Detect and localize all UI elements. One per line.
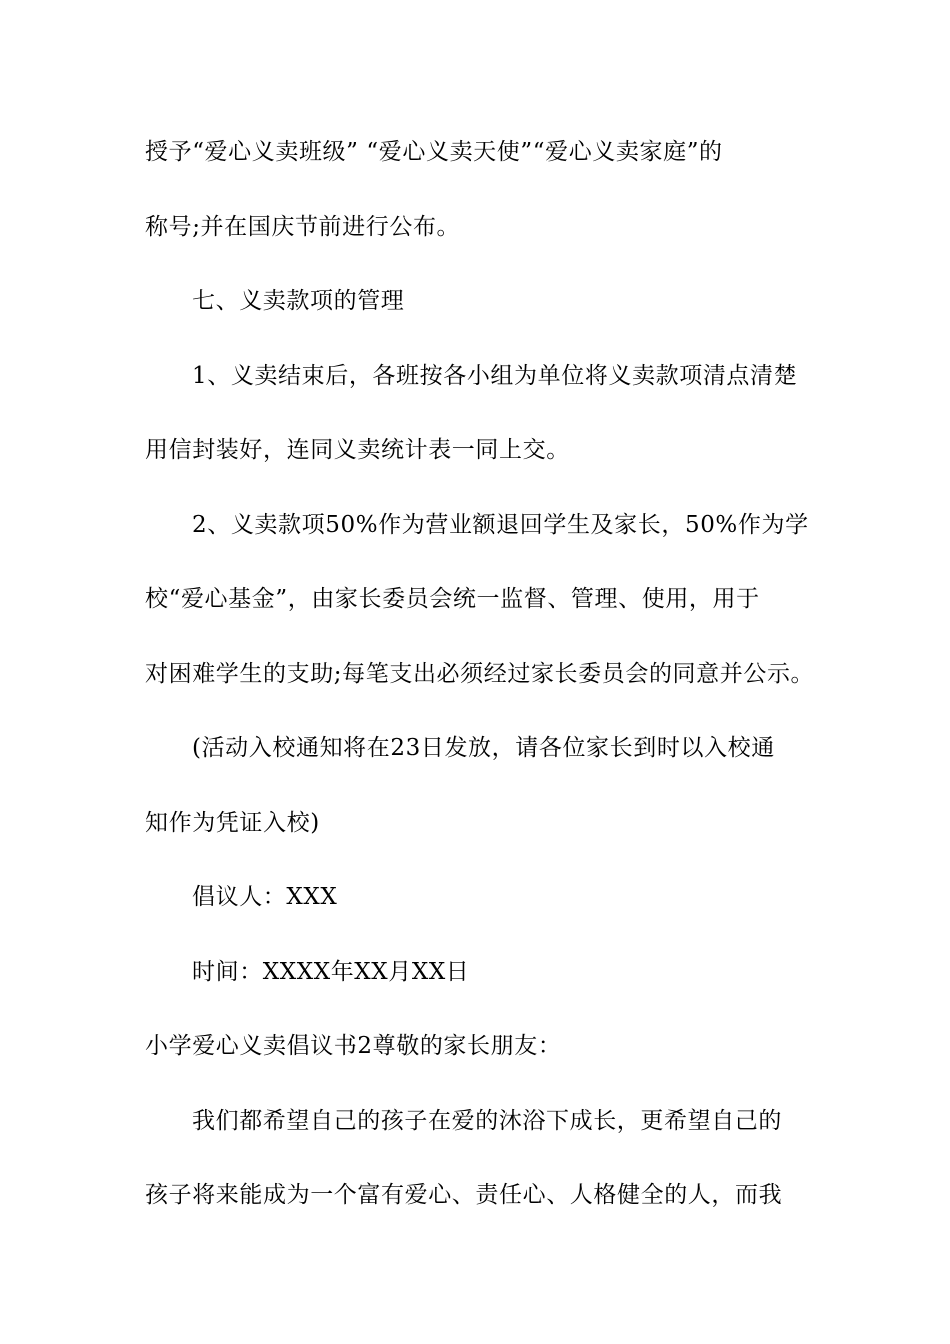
text-line: 称号;并在国庆节前进行公布。	[145, 214, 461, 240]
date-line: 时间：XXXX年XX月XX日	[192, 959, 470, 985]
text-line: 知作为凭证入校)	[145, 810, 320, 836]
text-line: 孩子将来能成为一个富有爱心、责任心、人格健全的人，而我	[145, 1182, 783, 1208]
text-line: (活动入校通知将在23日发放，请各位家长到时以入校通	[192, 735, 775, 761]
text-line: 对困难学生的支助;每笔支出必须经过家长委员会的同意并公示。	[145, 661, 815, 687]
proposer-line: 倡议人：XXX	[192, 884, 338, 910]
text-line: 用信封装好，连同义卖统计表一同上交。	[145, 437, 570, 463]
document-heading: 小学爱心义卖倡议书2尊敬的家长朋友：	[145, 1033, 562, 1059]
text-line: 授予“爱心义卖班级” “爱心义卖天使”“爱心义卖家庭”的	[145, 139, 723, 165]
text-line: 2、义卖款项50%作为营业额退回学生及家长，50%作为学	[192, 512, 809, 538]
text-line: 我们都希望自己的孩子在爱的沐浴下成长，更希望自己的	[192, 1108, 782, 1134]
section-heading: 七、义卖款项的管理	[192, 288, 405, 314]
text-line: 1、义卖结束后，各班按各小组为单位将义卖款项清点清楚	[192, 363, 798, 389]
text-line: 校“爱心基金”，由家长委员会统一监督、管理、使用，用于	[145, 586, 760, 612]
